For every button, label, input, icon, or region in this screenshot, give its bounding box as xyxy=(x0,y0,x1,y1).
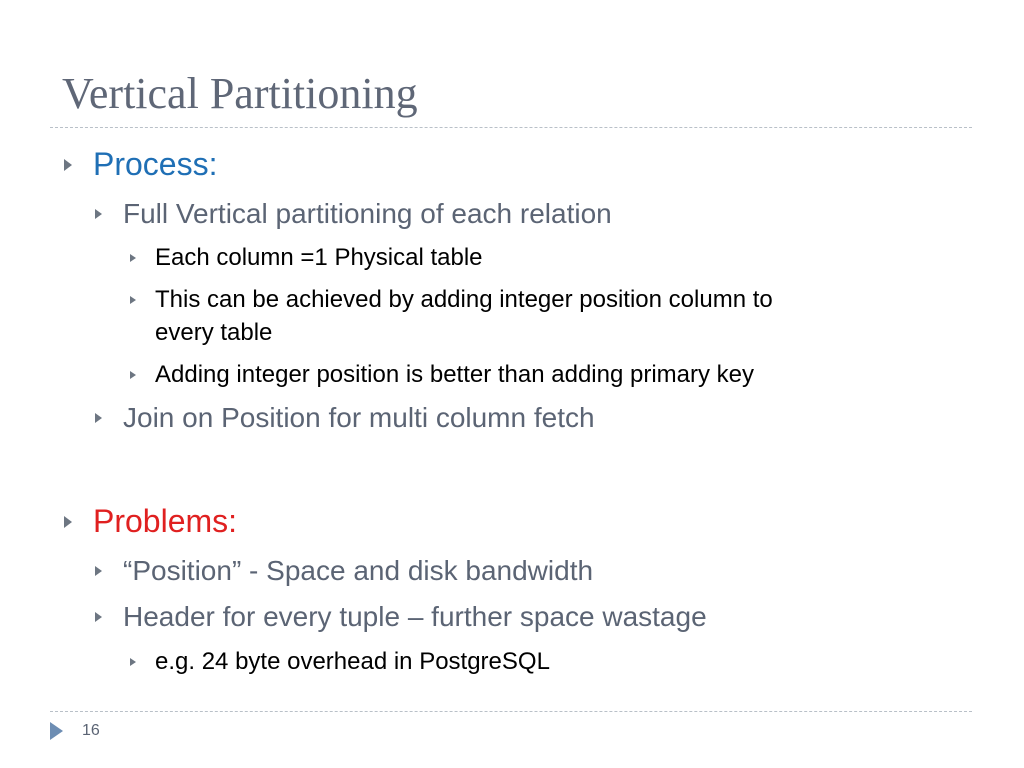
bullet-position-space: “Position” - Space and disk bandwidth xyxy=(123,555,594,586)
bullet-achieved-line-1: This can be achieved by adding integer position column to xyxy=(155,286,773,313)
problems-heading: Problems: xyxy=(93,503,238,539)
footer-divider xyxy=(50,711,972,712)
bullet-arrow-icon xyxy=(64,516,72,528)
page-number: 16 xyxy=(82,722,100,739)
bullet-full-vertical: Full Vertical partitioning of each relation xyxy=(123,198,612,229)
bullet-arrow-icon xyxy=(95,612,102,622)
bullet-adding-integer: Adding integer position is better than adding primary key xyxy=(155,361,755,388)
bullet-arrow-icon xyxy=(64,159,72,171)
bullet-each-column: Each column =1 Physical table xyxy=(155,244,483,271)
title-divider xyxy=(50,127,972,128)
bullet-arrow-icon xyxy=(130,254,136,262)
slide-title: Vertical Partitioning xyxy=(62,69,418,118)
bullet-arrow-icon xyxy=(95,566,102,576)
bullet-arrow-icon xyxy=(95,209,102,219)
process-heading: Process: xyxy=(93,146,218,182)
bullet-arrow-icon xyxy=(130,658,136,666)
bullet-header-tuple: Header for every tuple – further space wastage xyxy=(123,601,707,632)
bullet-arrow-icon xyxy=(130,371,136,379)
bullet-achieved-line-2: every table xyxy=(155,319,273,346)
bullet-eg-overhead: e.g. 24 byte overhead in PostgreSQL xyxy=(155,648,550,675)
bullet-join-on-position: Join on Position for multi column fetch xyxy=(123,402,595,433)
footer-arrow-icon xyxy=(50,722,63,740)
bullet-arrow-icon xyxy=(130,296,136,304)
bullet-arrow-icon xyxy=(95,413,102,423)
